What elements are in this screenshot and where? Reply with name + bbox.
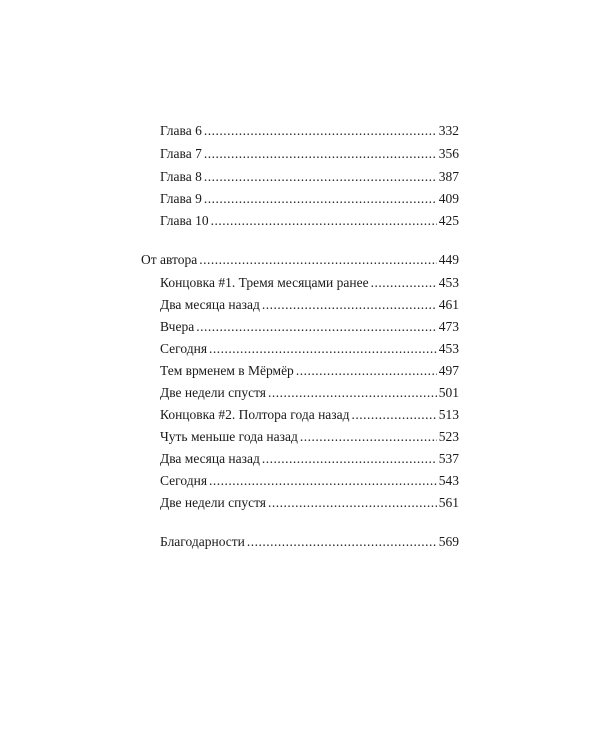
toc-entry-title: Концовка #2. Полтора года назад [160, 407, 350, 422]
toc-entry-title: Глава 9 [160, 191, 202, 206]
dot-leader [209, 340, 437, 358]
toc-entry-chapter-10 [160, 212, 459, 230]
toc-entry [160, 384, 459, 402]
toc-entry-chapter-9 [160, 190, 459, 208]
toc-entry-page: 425 [438, 213, 459, 228]
dot-leader [204, 122, 437, 140]
toc-entry [160, 318, 459, 336]
toc-entry-title: Вчера [160, 319, 195, 334]
toc-entry-title: Чуть меньше года назад [160, 429, 298, 444]
toc-entry [160, 450, 459, 468]
dot-leader [247, 533, 437, 551]
toc-entry-acknowledgements [160, 533, 459, 551]
dot-leader [196, 318, 437, 336]
dot-leader [204, 145, 437, 163]
toc-entry-title: Глава 8 [160, 169, 202, 184]
toc-entry-page: 473 [438, 319, 459, 334]
dot-leader [199, 251, 436, 269]
toc-entry-title: Глава 10 [160, 213, 209, 228]
toc-entry-chapter-6 [160, 122, 459, 140]
toc-entry-page: 332 [438, 123, 459, 138]
toc-entry [160, 296, 459, 314]
toc-entry-page: 409 [438, 191, 459, 206]
toc-entry [160, 428, 459, 446]
toc-entry-title: Два месяца назад [160, 451, 260, 466]
toc-entry [160, 274, 459, 292]
toc-entry-page: 387 [438, 169, 459, 184]
toc-entry [160, 406, 459, 424]
toc-entry-page: 461 [438, 297, 459, 312]
toc-entry-chapter-7 [160, 145, 459, 163]
dot-leader [262, 296, 437, 314]
dot-leader [268, 494, 437, 512]
dot-leader [209, 472, 437, 490]
toc-entry-title: Сегодня [160, 473, 208, 488]
toc-entry-page: 453 [438, 275, 459, 290]
toc-entry-page: 497 [438, 363, 459, 378]
toc-entry-title: Две недели спустя [160, 385, 266, 400]
toc-entry-page: 449 [438, 252, 459, 267]
toc-entry-page: 453 [438, 341, 459, 356]
dot-leader [351, 406, 436, 424]
dot-leader [300, 428, 437, 446]
toc-entry-title: Концовка #1. Тремя месяцами ранее [160, 275, 369, 290]
dot-leader [204, 168, 437, 186]
toc-entry-page: 561 [438, 495, 459, 510]
toc-entry-page: 523 [438, 429, 459, 444]
dot-leader [262, 450, 437, 468]
toc-entry-title: Глава 6 [160, 123, 202, 138]
toc-entry-author-section [141, 251, 459, 269]
toc-entry [160, 362, 459, 380]
toc-entry-page: 569 [438, 534, 459, 549]
toc-entry [160, 340, 459, 358]
toc-entry-title: От автора [141, 252, 198, 267]
dot-leader [204, 190, 437, 208]
dot-leader [296, 362, 437, 380]
toc-entry-page: 513 [438, 407, 459, 422]
toc-entry-page: 543 [438, 473, 459, 488]
toc-entry [160, 494, 459, 512]
toc-entry-title: Два месяца назад [160, 297, 260, 312]
toc-entry-title: Тем врменем в Мёрмёр [160, 363, 294, 378]
toc-entry-page: 537 [438, 451, 459, 466]
dot-leader [371, 274, 437, 292]
toc-entry-page: 501 [438, 385, 459, 400]
toc-entry [160, 472, 459, 490]
dot-leader [211, 212, 437, 230]
toc-entry-title: Благодарности [160, 534, 245, 549]
toc-entry-title: Глава 7 [160, 146, 202, 161]
toc-entry-title: Сегодня [160, 341, 208, 356]
toc-entry-title: Две недели спустя [160, 495, 266, 510]
toc-entry-page: 356 [438, 146, 459, 161]
dot-leader [268, 384, 437, 402]
toc-entry-chapter-8 [160, 168, 459, 186]
